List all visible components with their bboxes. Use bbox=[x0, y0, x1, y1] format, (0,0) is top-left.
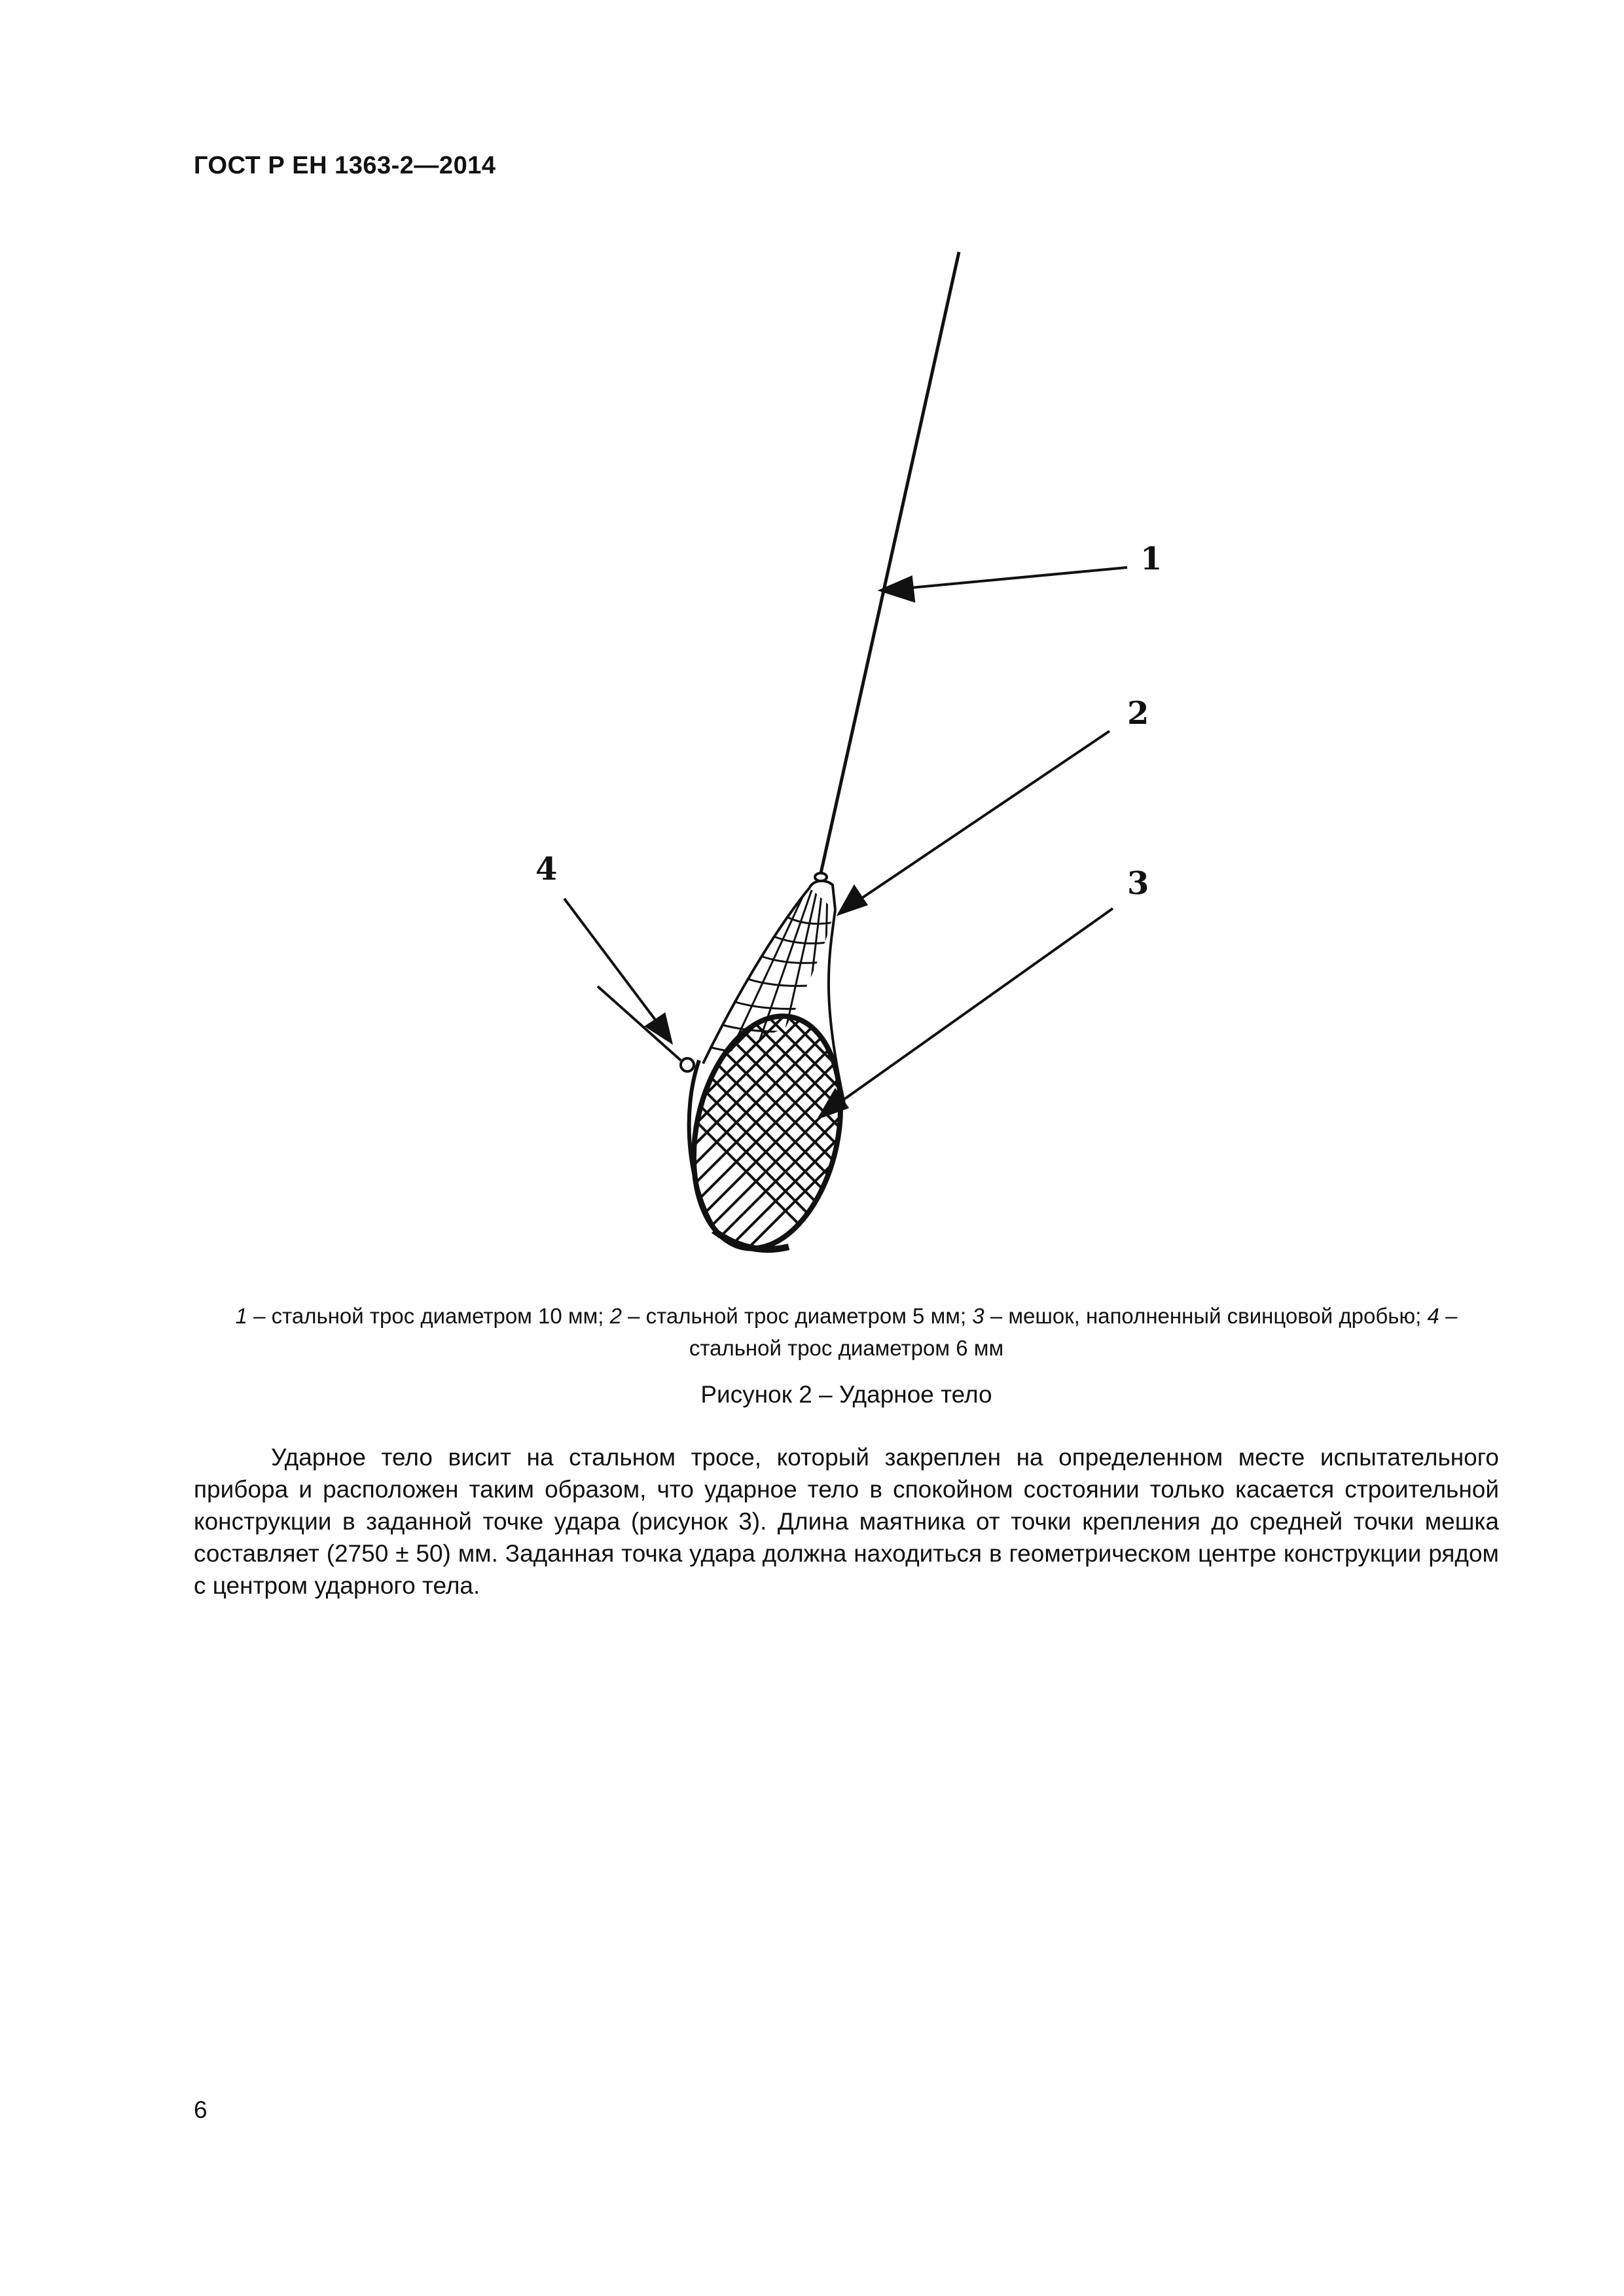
callout-1: 1 bbox=[1140, 541, 1163, 577]
legend-num-3: 3 bbox=[972, 1304, 984, 1328]
legend-text-2: – стальной трос диаметром 5 мм; bbox=[621, 1304, 973, 1328]
callout-4: 4 bbox=[535, 851, 558, 888]
legend-num-4: 4 bbox=[1427, 1304, 1439, 1328]
legend-num-1: 1 bbox=[235, 1304, 247, 1328]
callout-3: 3 bbox=[1127, 865, 1149, 902]
page-number: 6 bbox=[194, 2096, 208, 2123]
legend-text-4: – стальной трос диаметром 6 мм bbox=[689, 1304, 1458, 1360]
cable-10mm bbox=[821, 252, 959, 873]
body-paragraph: Ударное тело висит на стальном тросе, который закреплен на определенном месте испытательного прибора и расположен таким образом, что ударное тело в спокойном состоянии только касается строительной конструкции в заданной точке удара (рисунок 3). Длина маятника от точки крепления до средней точки мешка составляет (2750 ± 50) мм. Заданная точка удара должна находиться в геометрическом центре конструкции рядом с центром ударного тела. bbox=[194, 1444, 1499, 1599]
lead-shot-bag bbox=[655, 805, 916, 1309]
document-header: ГОСТ Р ЕН 1363-2—2014 bbox=[194, 152, 496, 179]
legend-text-1: – стальной трос диаметром 10 мм; bbox=[247, 1304, 610, 1328]
leader-lines bbox=[564, 567, 1127, 1117]
figure-legend bbox=[194, 1300, 1499, 1364]
figure-caption: Рисунок 2 – Ударное тело bbox=[700, 1381, 992, 1408]
legend-num-2: 2 bbox=[609, 1304, 622, 1328]
side-ring bbox=[681, 1058, 694, 1071]
legend-text-3: – мешок, наполненный свинцовой дробью; bbox=[984, 1304, 1428, 1328]
callout-2: 2 bbox=[1127, 695, 1149, 732]
